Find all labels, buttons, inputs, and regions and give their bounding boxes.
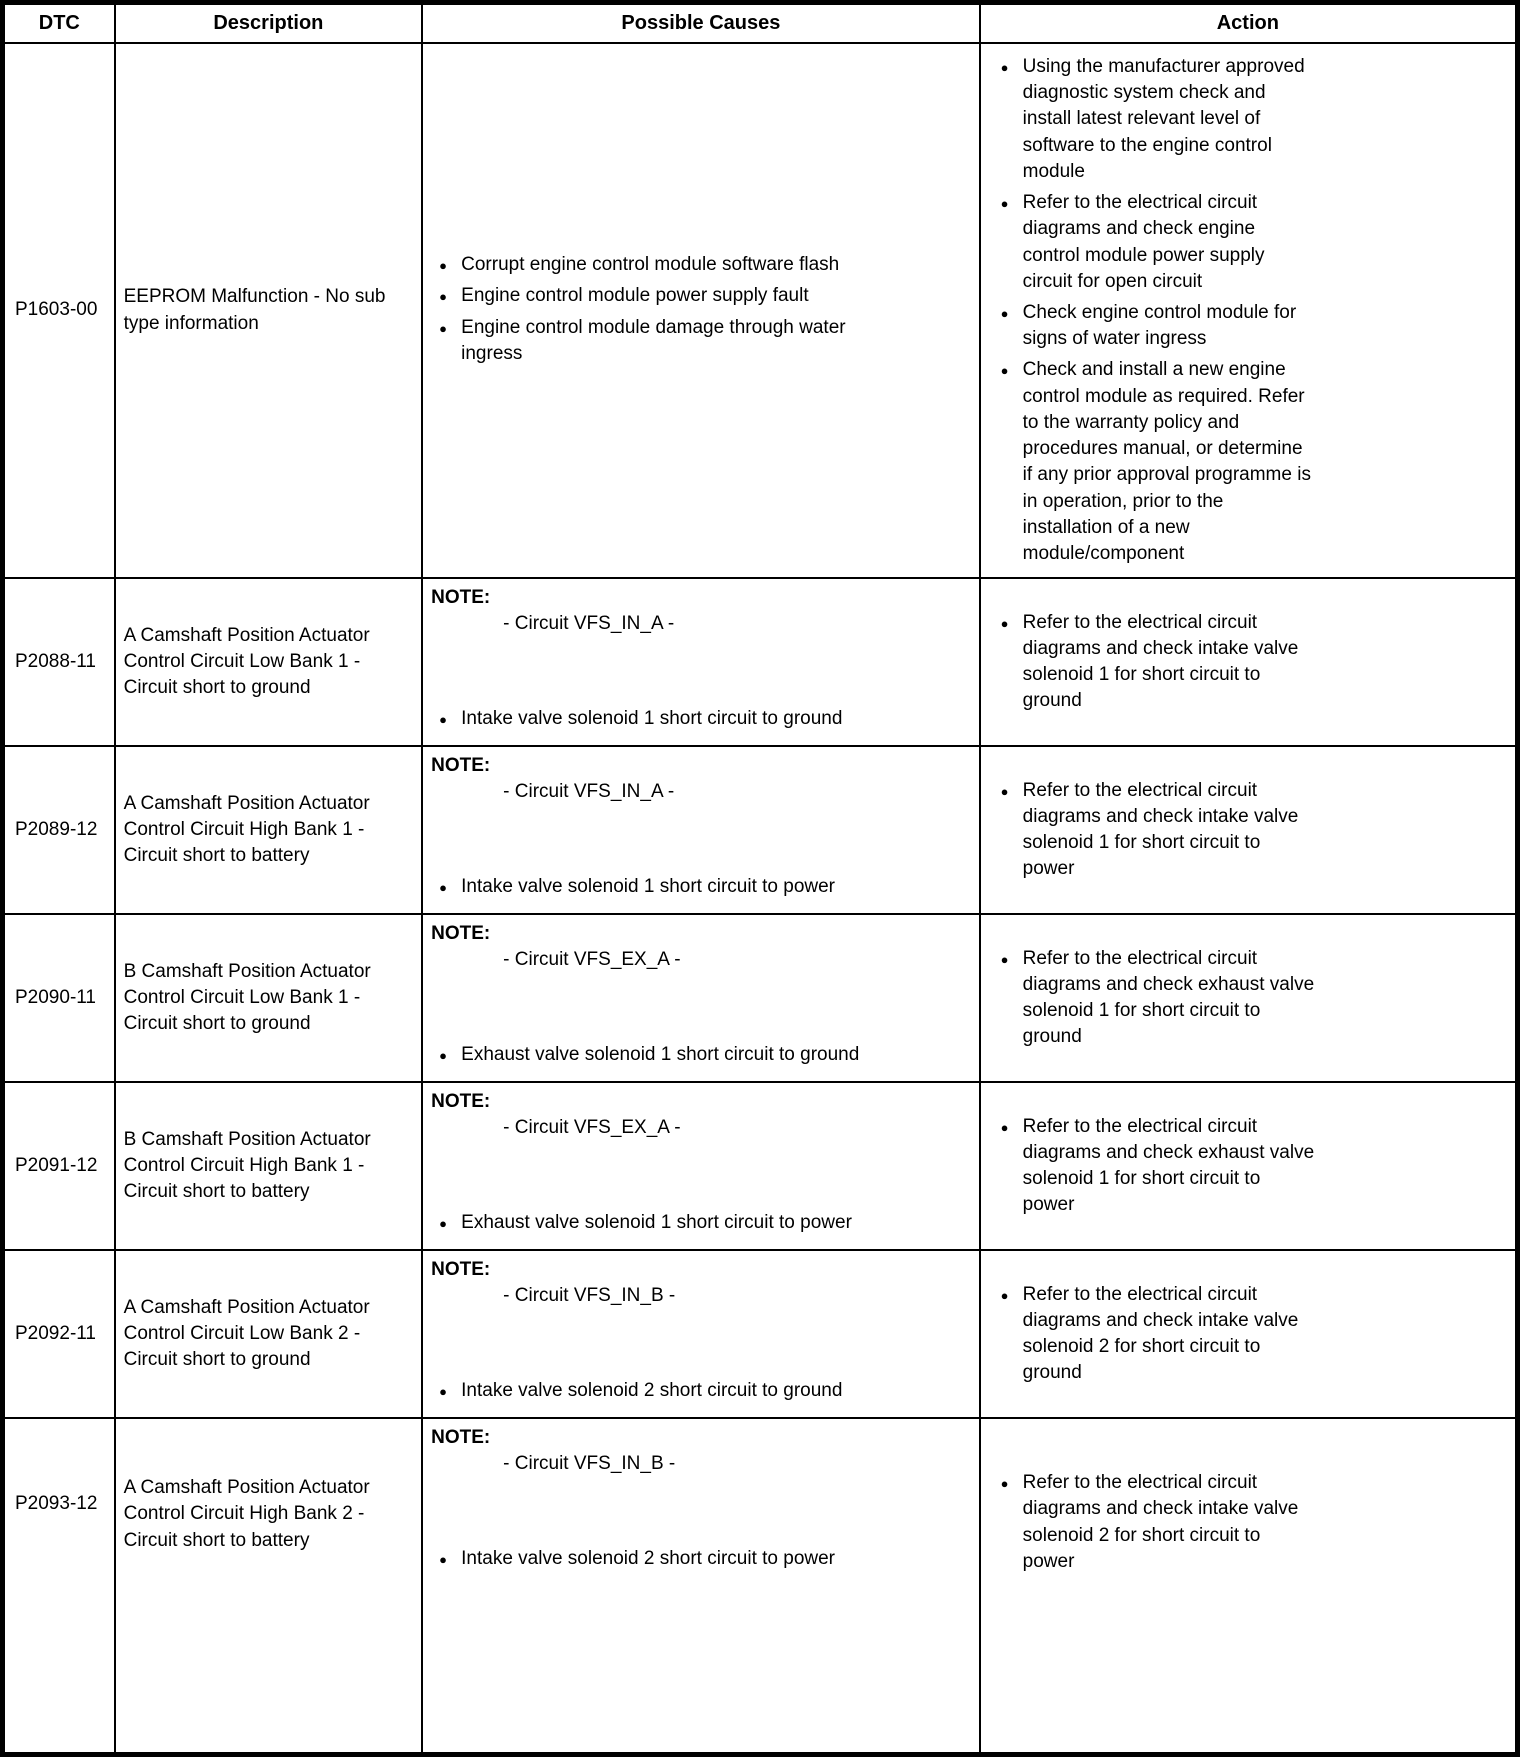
causes-cell: [422, 1418, 980, 1754]
dtc-cell: P2093-12: [3, 1418, 115, 1754]
causes-list: [431, 1205, 969, 1241]
action-item: ● Using the manufacturer approved diagnostic system check and install latest relevant level of software to the engine control module: [993, 54, 1315, 185]
causes-cell: [422, 578, 980, 746]
description-cell: B Camshaft Position Actuator Control Circuit High Bank 1 - Circuit short to battery: [115, 1082, 423, 1250]
note-block: [431, 1089, 969, 1141]
dtc-cell: P2088-11: [3, 578, 115, 746]
description-cell: EEPROM Malfunction - No sub type information: [115, 43, 423, 578]
note-label: NOTE:: [431, 587, 491, 609]
action-cell: [980, 1250, 1518, 1418]
action-cell: [980, 914, 1518, 1082]
causes-cell: [422, 1250, 980, 1418]
cause-item: ● Intake valve solenoid 2 short circuit to ground: [431, 1378, 969, 1404]
table-header-row: [3, 3, 1518, 44]
action-item: ● Refer to the electrical circuit diagrams and check engine control module power supply circuit for open circuit: [993, 190, 1315, 295]
action-item: ● Refer to the electrical circuit diagrams and check intake valve solenoid 1 for short circuit to ground: [993, 610, 1315, 715]
header-possible-causes: Possible Causes: [422, 3, 980, 44]
table-row: [3, 43, 1518, 578]
description-cell: A Camshaft Position Actuator Control Circuit Low Bank 1 - Circuit short to ground: [115, 578, 423, 746]
note-circuit-text: - Circuit VFS_IN_A -: [503, 613, 675, 635]
dtc-cell: P2089-12: [3, 746, 115, 914]
causes-cell: [422, 1082, 980, 1250]
note-block: [431, 1257, 969, 1309]
header-description: Description: [115, 3, 423, 44]
note-label: NOTE:: [431, 1091, 491, 1113]
note-circuit-text: - Circuit VFS_EX_A -: [503, 1117, 681, 1139]
causes-content: [431, 585, 969, 737]
causes-content: [431, 1257, 969, 1409]
table-row: [3, 1250, 1518, 1418]
description-cell: A Camshaft Position Actuator Control Circuit Low Bank 2 - Circuit short to ground: [115, 1250, 423, 1418]
dtc-cell: P2092-11: [3, 1250, 115, 1418]
note-circuit-text: - Circuit VFS_EX_A -: [503, 949, 681, 971]
cause-item: ● Corrupt engine control module software flash: [431, 252, 901, 278]
action-cell: [980, 1418, 1518, 1754]
action-item: ● Refer to the electrical circuit diagrams and check exhaust valve solenoid 1 for short circuit to ground: [993, 946, 1315, 1051]
causes-list: [431, 1373, 969, 1409]
note-circuit-text: - Circuit VFS_IN_B -: [503, 1285, 676, 1307]
causes-list: [431, 1541, 969, 1577]
note-block: [431, 1425, 969, 1477]
description-cell: A Camshaft Position Actuator Control Circuit High Bank 2 - Circuit short to battery: [115, 1418, 423, 1754]
action-item: ● Check engine control module for signs of water ingress: [993, 300, 1315, 352]
causes-list: [431, 1037, 969, 1073]
description-cell: A Camshaft Position Actuator Control Circuit High Bank 1 - Circuit short to battery: [115, 746, 423, 914]
table-row: [3, 746, 1518, 914]
note-label: NOTE:: [431, 923, 491, 945]
action-cell: [980, 43, 1518, 578]
causes-list: [431, 252, 969, 367]
header-action: Action: [980, 3, 1518, 44]
action-item: ● Refer to the electrical circuit diagrams and check exhaust valve solenoid 1 for short circuit to power: [993, 1114, 1315, 1219]
action-list: [993, 1470, 1507, 1575]
note-circuit-text: - Circuit VFS_IN_A -: [503, 781, 675, 803]
note-label: NOTE:: [431, 1427, 491, 1449]
table-row: [3, 914, 1518, 1082]
cause-item: ● Engine control module damage through water ingress: [431, 315, 901, 367]
cause-item: ● Exhaust valve solenoid 1 short circuit to power: [431, 1210, 969, 1236]
cause-item: ● Exhaust valve solenoid 1 short circuit to ground: [431, 1042, 969, 1068]
causes-list: [431, 701, 969, 737]
note-label: NOTE:: [431, 755, 491, 777]
description-cell: B Camshaft Position Actuator Control Circuit Low Bank 1 - Circuit short to ground: [115, 914, 423, 1082]
action-list: [993, 610, 1507, 715]
dtc-cell: P1603-00: [3, 43, 115, 578]
action-item: ● Refer to the electrical circuit diagrams and check intake valve solenoid 2 for short circuit to ground: [993, 1282, 1315, 1387]
dtc-cell: P2091-12: [3, 1082, 115, 1250]
cause-item: ● Intake valve solenoid 1 short circuit to ground: [431, 706, 969, 732]
action-list: [993, 1114, 1507, 1219]
causes-list: [431, 869, 969, 905]
action-list: [993, 946, 1507, 1051]
action-cell: [980, 578, 1518, 746]
note-circuit-text: - Circuit VFS_IN_B -: [503, 1453, 676, 1475]
note-block: [431, 585, 969, 637]
cause-item: ● Intake valve solenoid 1 short circuit to power: [431, 874, 969, 900]
note-block: [431, 921, 969, 973]
causes-cell: [422, 43, 980, 578]
table-row: [3, 1082, 1518, 1250]
table-row: [3, 578, 1518, 746]
action-cell: [980, 746, 1518, 914]
note-label: NOTE:: [431, 1259, 491, 1281]
causes-cell: [422, 746, 980, 914]
dtc-cell: P2090-11: [3, 914, 115, 1082]
action-list: [993, 54, 1507, 567]
causes-content: [431, 1089, 969, 1241]
causes-content: [431, 1425, 969, 1577]
causes-content: [431, 921, 969, 1073]
header-dtc: DTC: [3, 3, 115, 44]
causes-content: [431, 252, 969, 367]
action-item: ● Check and install a new engine control module as required. Refer to the warranty policy and procedures manual, or determine if any prior approval programme is in operation, prior to the installation of a new module/component: [993, 357, 1315, 567]
causes-content: [431, 753, 969, 905]
action-list: [993, 1282, 1507, 1387]
action-item: ● Refer to the electrical circuit diagrams and check intake valve solenoid 2 for short circuit to power: [993, 1470, 1315, 1575]
action-list: [993, 778, 1507, 883]
table-row: [3, 1418, 1518, 1754]
causes-cell: [422, 914, 980, 1082]
cause-item: ● Engine control module power supply fault: [431, 283, 901, 309]
action-cell: [980, 1082, 1518, 1250]
cause-item: ● Intake valve solenoid 2 short circuit to power: [431, 1546, 969, 1572]
action-item: ● Refer to the electrical circuit diagrams and check intake valve solenoid 1 for short circuit to power: [993, 778, 1315, 883]
table-body: [3, 43, 1518, 1754]
note-block: [431, 753, 969, 805]
